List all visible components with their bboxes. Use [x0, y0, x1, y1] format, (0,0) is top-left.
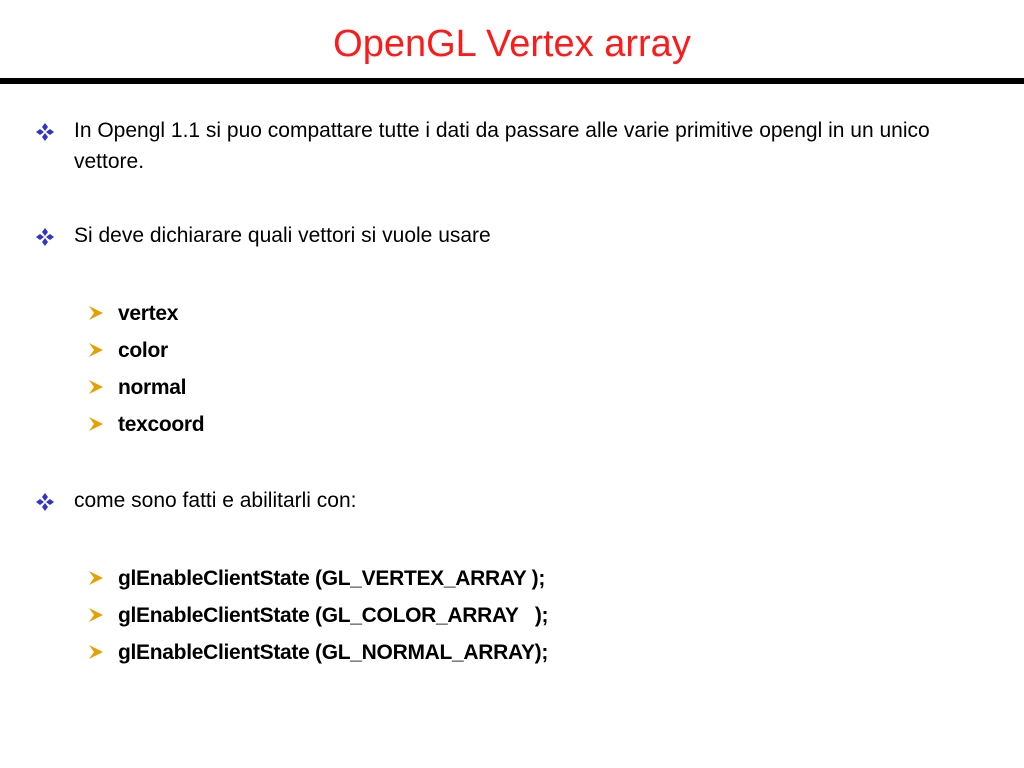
slide-title: OpenGL Vertex array	[333, 23, 691, 65]
sub-bullet-item	[36, 369, 996, 406]
four-diamond-icon	[36, 228, 54, 246]
sub-bullet-item	[36, 560, 996, 597]
sub-bullet-text: texcoord	[118, 413, 205, 436]
bullet-text: come sono fatti e abilitarli con:	[74, 489, 357, 512]
bullet-item	[36, 485, 996, 516]
bullet-item	[36, 220, 996, 251]
slide-body	[36, 115, 996, 671]
sub-bullet-item	[36, 332, 996, 369]
arrowhead-icon	[88, 379, 104, 395]
bullet-item	[36, 115, 996, 177]
arrowhead-icon	[88, 570, 104, 586]
arrowhead-icon	[88, 607, 104, 623]
arrowhead-icon	[88, 305, 104, 321]
bullet-text: In Opengl 1.1 si puo compattare tutte i dati da passare alle varie primitive opengl in un unico vettore.	[74, 119, 936, 173]
arrowhead-icon	[88, 644, 104, 660]
title-divider	[0, 78, 1024, 84]
sub-bullet-item	[36, 597, 996, 634]
four-diamond-icon	[36, 493, 54, 511]
bullet-text: Si deve dichiarare quali vettori si vuole usare	[74, 224, 491, 247]
sub-bullet-text: vertex	[118, 302, 179, 325]
four-diamond-icon	[36, 123, 54, 141]
sub-bullet-text: glEnableClientState (GL_NORMAL_ARRAY);	[118, 641, 549, 664]
sub-bullet-item	[36, 295, 996, 332]
sub-bullet-text: normal	[118, 376, 187, 399]
sub-bullet-text: glEnableClientState (GL_VERTEX_ARRAY );	[118, 567, 546, 590]
arrowhead-icon	[88, 416, 104, 432]
sub-bullet-text: color	[118, 339, 168, 362]
sub-bullet-item	[36, 634, 996, 671]
sub-bullet-text: glEnableClientState (GL_COLOR_ARRAY );	[118, 604, 549, 627]
arrowhead-icon	[88, 342, 104, 358]
sub-bullet-item	[36, 406, 996, 443]
